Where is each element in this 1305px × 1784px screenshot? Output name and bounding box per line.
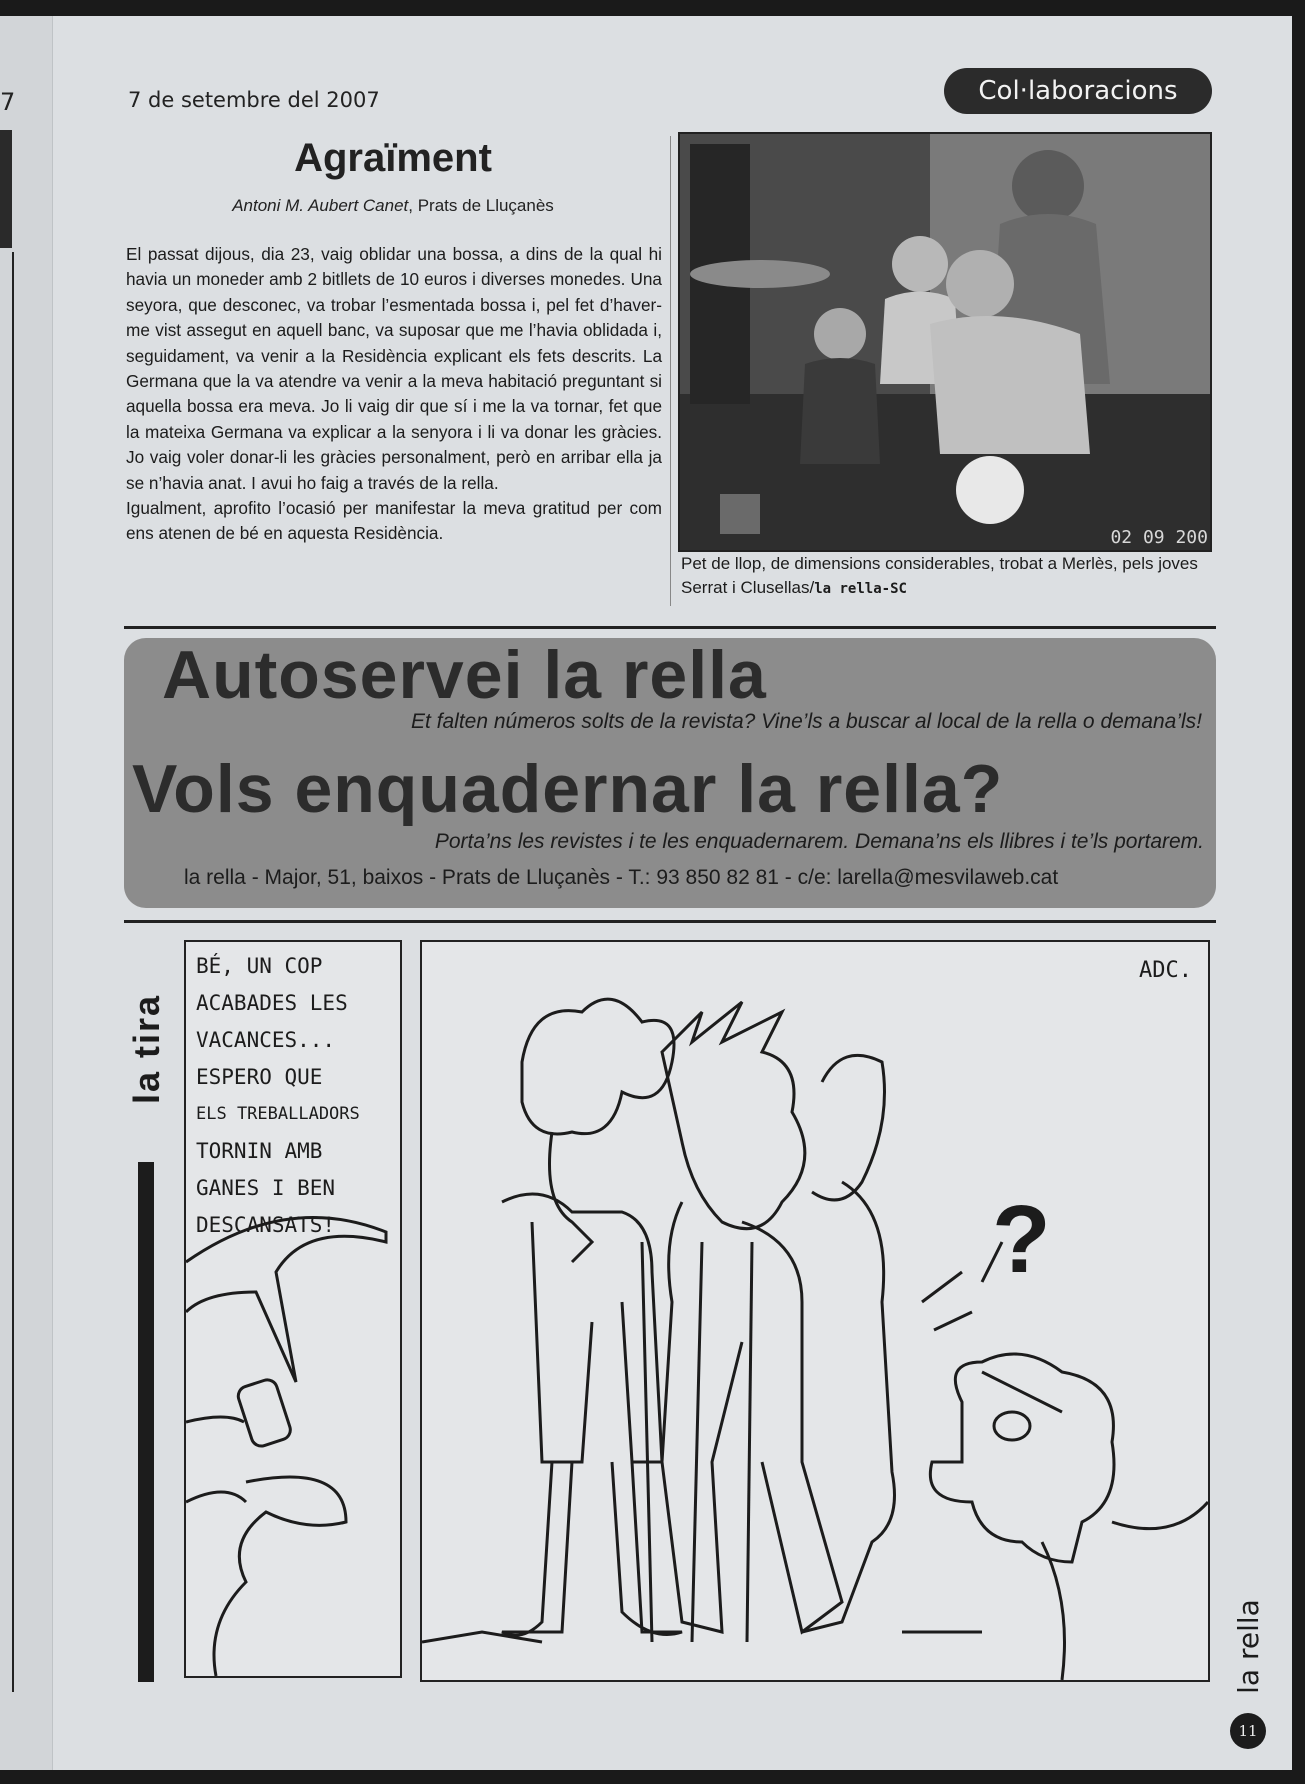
- page-number-label: 11: [1238, 1722, 1258, 1740]
- article-author: Antoni M. Aubert Canet: [232, 196, 409, 215]
- photo-credit: la rella-SC: [814, 581, 907, 597]
- ad-subline-back-issues: Et falten números solts de la revista? Vine’ls a buscar al local de la rella o demana’ls!: [410, 710, 1202, 733]
- previous-page-number: 7: [0, 88, 16, 116]
- photo-caption: [681, 552, 1215, 601]
- speech-line: ELS TREBALLADORS: [196, 1104, 360, 1124]
- comic-panel-speech: [184, 940, 402, 1678]
- column-divider: [670, 136, 671, 606]
- ad-headline-autoservei: Autoservei la rella: [162, 637, 767, 713]
- article-title: Agraïment: [294, 136, 492, 180]
- comic-strip-label: [126, 946, 168, 1152]
- comic-question-mark: ?: [992, 1186, 1051, 1293]
- speech-line: ACABADES LES: [196, 991, 348, 1015]
- speech-line: ESPERO QUE: [196, 1065, 323, 1089]
- speech-line: TORNIN AMB: [196, 1139, 323, 1163]
- article-paragraph: El passat dijous, dia 23, vaig oblidar una bossa, a dins de la qual hi havia un moneder amb 2 bitllets de 10 euros i diverses monedes. Una seyora, que desconec, va trobar l’esmentada bossa i, pel fet d’haver-me vist assegut en aquell banc, va suposar que me l’havia oblidada i, seguidament, va venir a la Residència explicant els fets descrits. La Germana que la va atendre va venir a la meva habitació preguntant si aquella bossa era meva. Jo li vaig dir que sí i me la va tornar, fet que la mateixa Germana va explicar a la senyora i li va donar les gràcies. Jo vaig voler donar-li les gràcies personalment, però en arribar ella ja se n’havia anat. I avui ho faig a través de la rella.: [126, 244, 662, 493]
- comic-scene-drawing: [422, 942, 1208, 1680]
- news-photo: [678, 132, 1212, 552]
- magazine-brand-vertical: [1228, 1591, 1268, 1701]
- speech-line: BÉ, UN COP: [196, 954, 323, 978]
- ad-contact-line: la rella - Major, 51, baixos - Prats de Lluçanès - T.: 93 850 82 81 - c/e: larella@mesvilaweb.cat: [184, 866, 1059, 889]
- photo-caption-text: Pet de llop, de dimensions considerables, trobat a Merlès, pels joves Serrat i Clusellas/: [681, 554, 1198, 597]
- section-rule-bottom: [124, 920, 1216, 923]
- comic-speaker-drawing: [186, 942, 400, 1676]
- speech-line: GANES I BEN: [196, 1176, 336, 1200]
- previous-page-dark-strip: [0, 130, 12, 248]
- article-body: [126, 242, 662, 547]
- issue-date: 7 de setembre del 2007: [128, 88, 380, 112]
- comic-signature: ADC.: [1139, 958, 1192, 983]
- comic-panel-scene: [420, 940, 1210, 1682]
- article-paragraph: Igualment, aprofito l’ocasió per manifestar la meva gratitud per com ens atenen de bé en aquesta Residència.: [126, 498, 662, 544]
- article-byline: [128, 196, 658, 216]
- previous-page-edge: [0, 16, 53, 1770]
- ad-subline-binding: Porta’ns les revistes i te les enquadernarem. Demana’ns els llibres i te’ls portarem.: [434, 830, 1204, 853]
- comic-strip-bar: [138, 1162, 154, 1682]
- comic-strip-title: la tira: [126, 993, 168, 1105]
- section-rule-top: [124, 626, 1216, 629]
- magazine-page: [0, 16, 1292, 1770]
- photo-date-stamp: 02 09 200: [1110, 527, 1208, 548]
- photo-illustration: [680, 134, 1210, 550]
- ad-headline-binding: Vols enquadernar la rella?: [132, 751, 1004, 827]
- advertisement-box: [124, 638, 1216, 908]
- section-badge: [944, 68, 1212, 114]
- page-number: [1230, 1713, 1266, 1749]
- speech-line: DESCANSATS!: [196, 1213, 336, 1237]
- section-label: Col·laboracions: [978, 76, 1178, 106]
- speech-line: VACANCES...: [196, 1028, 336, 1052]
- previous-page-frame: [0, 252, 14, 1692]
- article-location: , Prats de Lluçanès: [408, 196, 554, 215]
- magazine-brand: la rella: [1231, 1598, 1265, 1694]
